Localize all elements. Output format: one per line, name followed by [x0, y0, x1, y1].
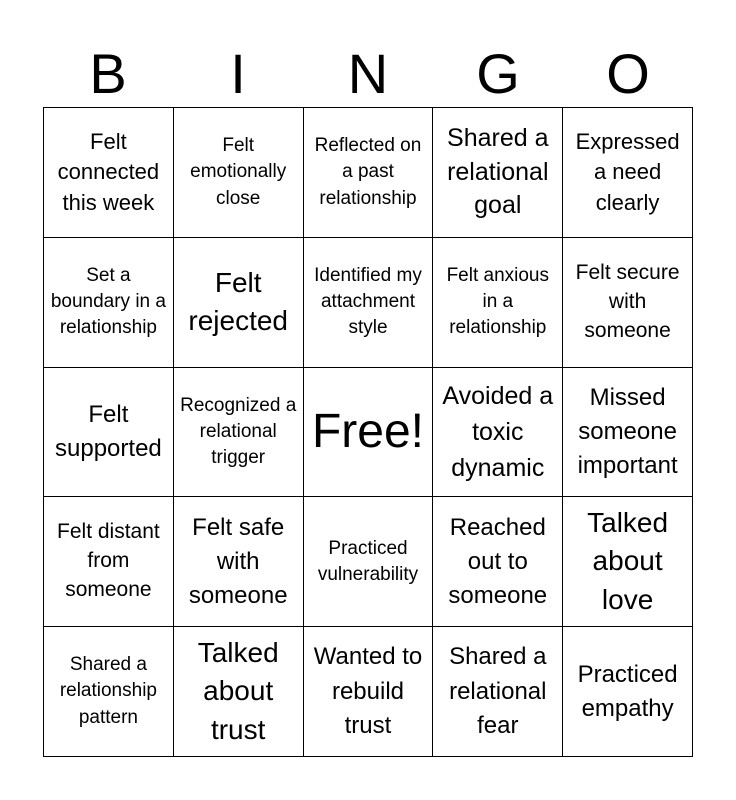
- cell-text: Reflected on a past relationship: [314, 135, 422, 209]
- cell-text: Felt safe with someone: [188, 513, 288, 609]
- bingo-cell[interactable]: [304, 627, 434, 757]
- bingo-cell[interactable]: [433, 627, 563, 757]
- cell-text: Expressed a need clearly: [575, 128, 680, 215]
- bingo-cell[interactable]: [44, 627, 174, 757]
- cell-text: Practiced empathy: [577, 660, 678, 722]
- cell-text: Shared a relational goal: [447, 123, 549, 220]
- cell-text: Missed someone important: [577, 383, 678, 480]
- cell-text: Practiced vulnerability: [317, 537, 419, 585]
- bingo-cell[interactable]: [433, 238, 563, 368]
- cell-text: Felt supported: [55, 400, 162, 462]
- bingo-grid: [43, 107, 693, 757]
- bingo-cell[interactable]: [44, 497, 174, 627]
- header-letter-i: I: [230, 42, 246, 105]
- cell-text: Avoided a toxic dynamic: [442, 381, 554, 483]
- cell-text: Shared a relationship pattern: [59, 654, 157, 728]
- header-letter-n: N: [347, 42, 389, 105]
- bingo-cell[interactable]: [174, 238, 304, 368]
- cell-text: Identified my attachment style: [314, 264, 422, 339]
- cell-text: Set a boundary in a relationship: [50, 264, 166, 339]
- cell-text: Felt connected this week: [57, 128, 160, 215]
- free-space-cell[interactable]: [304, 368, 434, 498]
- cell-text: Recognized a relational trigger: [180, 394, 297, 469]
- bingo-cell[interactable]: [174, 368, 304, 498]
- cell-text: Felt rejected: [188, 266, 288, 337]
- bingo-cell[interactable]: [304, 108, 434, 238]
- bingo-cell[interactable]: [563, 368, 693, 498]
- bingo-cell[interactable]: [44, 368, 174, 498]
- bingo-cell[interactable]: [174, 108, 304, 238]
- bingo-cell[interactable]: [563, 238, 693, 368]
- cell-text: Felt anxious in a relationship: [446, 264, 550, 339]
- cell-text: Talked about love: [587, 506, 669, 616]
- bingo-cell[interactable]: [563, 497, 693, 627]
- bingo-cell[interactable]: [174, 497, 304, 627]
- header-letter-b: B: [89, 42, 127, 105]
- cell-text: Wanted to rebuild trust: [313, 643, 423, 739]
- bingo-header: [43, 40, 693, 108]
- bingo-cell[interactable]: [433, 497, 563, 627]
- bingo-cell[interactable]: [174, 627, 304, 757]
- header-letter-o: O: [606, 42, 650, 105]
- bingo-cell[interactable]: [44, 238, 174, 368]
- cell-text: Reached out to someone: [448, 513, 548, 609]
- header-letter-g: G: [476, 42, 520, 105]
- cell-text: Felt secure with someone: [575, 260, 680, 342]
- bingo-cell[interactable]: [433, 108, 563, 238]
- cell-text: Felt distant from someone: [57, 520, 160, 602]
- cell-text: Felt emotionally close: [190, 135, 287, 209]
- cell-text: Talked about trust: [197, 636, 279, 745]
- bingo-cell[interactable]: [563, 108, 693, 238]
- bingo-cell[interactable]: [44, 108, 174, 238]
- bingo-cell[interactable]: [304, 238, 434, 368]
- cell-text: Shared a relational fear: [449, 643, 547, 739]
- bingo-cell[interactable]: [563, 627, 693, 757]
- free-space-text: Free!: [311, 405, 424, 459]
- bingo-cell[interactable]: [433, 368, 563, 498]
- bingo-cell[interactable]: [304, 497, 434, 627]
